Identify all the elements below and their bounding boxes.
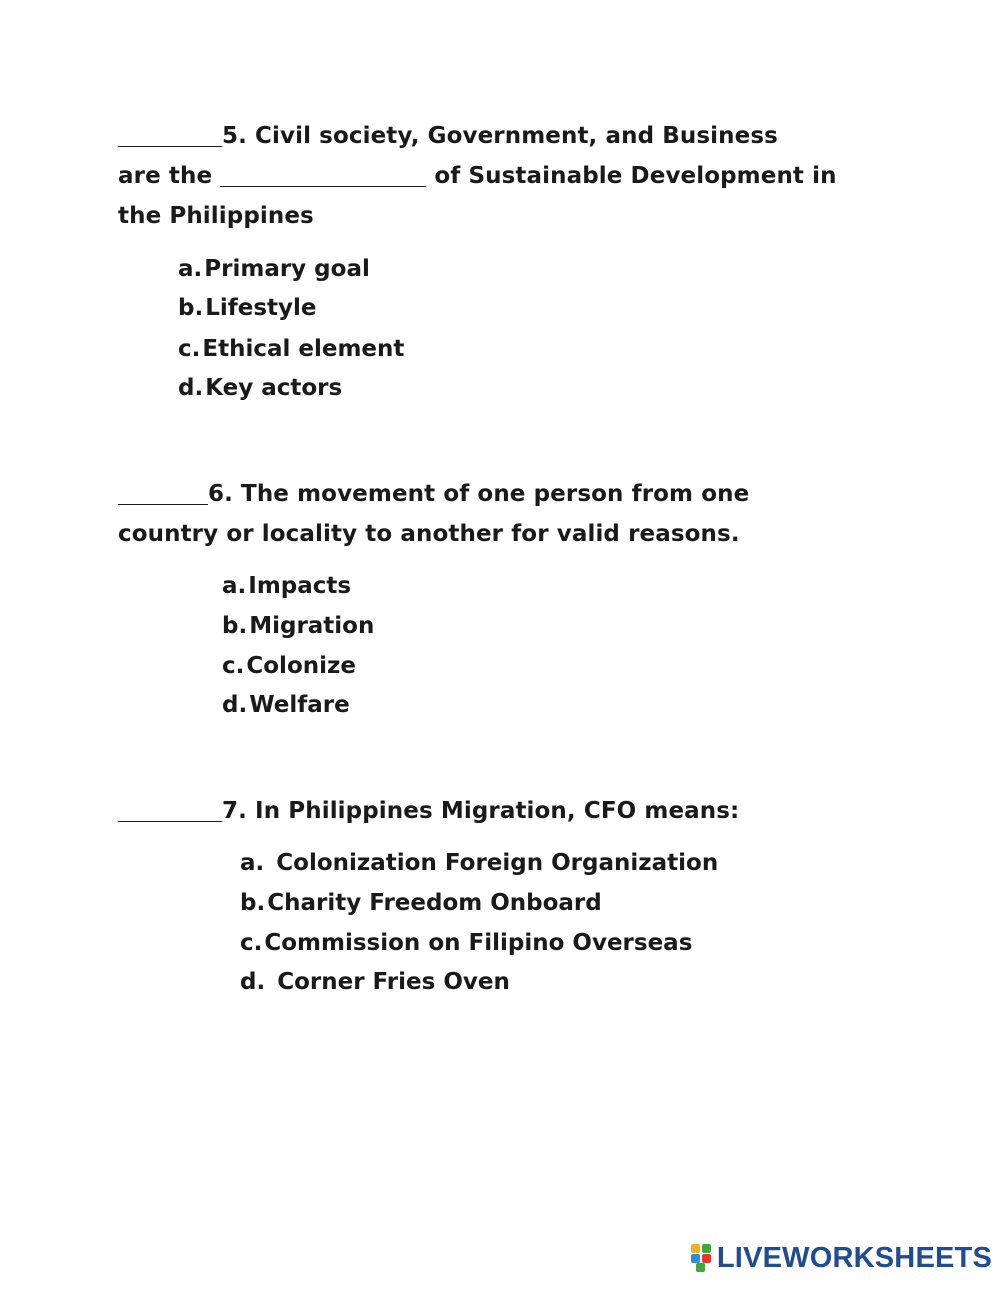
answer-blank-7[interactable] [118, 797, 222, 822]
option-7c[interactable] [240, 923, 692, 963]
question-7-line1: 7. In Philippines Migration, CFO means: [222, 798, 740, 824]
inline-blank-5 [220, 162, 426, 187]
option-7b[interactable] [240, 883, 602, 923]
question-5-line3: the Philippines [118, 203, 314, 229]
option-6b[interactable] [222, 606, 374, 646]
liveworksheets-mark-icon [691, 1244, 713, 1272]
option-letter: b. [178, 295, 204, 321]
option-text: Corner Fries Oven [277, 969, 510, 995]
option-text: Lifestyle [205, 295, 317, 321]
question-5-stem [118, 116, 908, 236]
question-7-stem [118, 791, 908, 831]
question-6-line1: 6. The movement of one person from one [208, 481, 750, 507]
option-letter: b. [240, 890, 266, 916]
option-text: Commission on Filipino Overseas [264, 930, 693, 956]
option-text: Colonization Foreign Organization [276, 850, 719, 876]
logo-text: LIVEWORKSHEETS [716, 1241, 992, 1274]
option-letter: b. [222, 613, 248, 639]
mark-block-1 [691, 1244, 700, 1253]
mark-block-4 [702, 1254, 711, 1263]
answer-blank-6[interactable] [118, 480, 208, 505]
option-6c[interactable] [222, 646, 356, 686]
liveworksheets-logo[interactable] [691, 1243, 992, 1273]
option-7a[interactable] [240, 843, 718, 883]
option-letter: d. [240, 969, 266, 995]
mark-block-2 [702, 1244, 711, 1253]
option-letter: d. [178, 375, 204, 401]
mark-block-3 [691, 1254, 700, 1263]
option-text: Charity Freedom Onboard [267, 890, 602, 916]
option-text: Key actors [205, 375, 343, 401]
option-6d[interactable] [222, 685, 350, 725]
option-letter: a. [178, 256, 203, 282]
option-text: Migration [249, 613, 375, 639]
option-5c[interactable] [178, 329, 404, 369]
question-6-stem [118, 474, 908, 554]
option-text: Welfare [249, 692, 350, 718]
option-letter: d. [222, 692, 248, 718]
question-5-line2-prefix: are the [118, 163, 213, 189]
option-letter: c. [222, 653, 245, 679]
option-letter: a. [240, 850, 265, 876]
option-7d[interactable] [240, 962, 510, 1002]
question-5-line2-suffix: of Sustainable Development in [434, 163, 837, 189]
option-letter: c. [240, 930, 263, 956]
option-text: Colonize [246, 653, 356, 679]
option-text: Impacts [248, 573, 352, 599]
option-5d[interactable] [178, 368, 342, 408]
option-5a[interactable] [178, 249, 370, 289]
option-6a[interactable] [222, 566, 351, 606]
option-5b[interactable] [178, 288, 317, 328]
option-text: Primary goal [204, 256, 370, 282]
question-6-line2: country or locality to another for valid reasons. [118, 521, 740, 547]
question-5-line1: 5. Civil society, Government, and Business [222, 123, 778, 149]
option-letter: c. [178, 336, 201, 362]
option-letter: a. [222, 573, 247, 599]
option-text: Ethical element [202, 336, 405, 362]
answer-blank-5[interactable] [118, 122, 222, 147]
mark-block-5 [696, 1263, 705, 1272]
